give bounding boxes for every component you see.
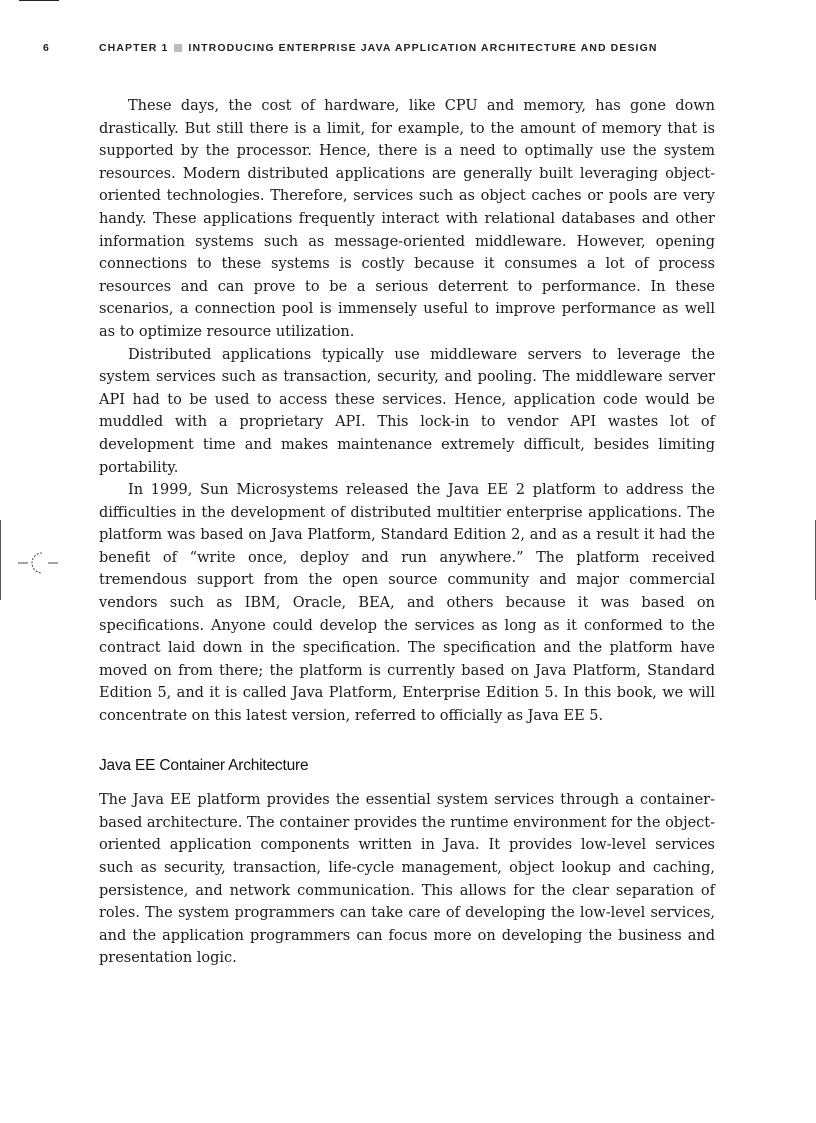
separator-square-icon (174, 44, 182, 52)
chapter-header (99, 42, 658, 54)
paragraph: These days, the cost of hardware, like CPU and memory, has gone down drastically. But still there is a limit, for example, to the amount of memory that is supported by the processor. Hence, there is a need to optimally use the system resources. Modern distributed applications are generally built leveraging object-oriented technologies. Therefore, services such as object caches or pools are very handy. These applications frequently interact with relational databases and other information systems such as message-oriented middleware. However, opening connections to these systems is costly because it consumes a lot of process resources and can prove to be a serious deterrent to performance. In these scenarios, a connection pool is immensely useful to improve performance as well as to optimize resource utilization. (99, 98, 715, 340)
section-paragraph: The Java EE platform provides the essential system services through a container-based architecture. The container provides the runtime environment for the object-oriented application components written in Java. It provides low-level services such as security, transaction, life-cycle management, object lookup and caching, persistence, and network communication. This allows for the clear separation of roles. The system programmers can take care of developing the low-level services, and the application programmers can focus more on developing the business and presentation logic. (99, 792, 715, 967)
running-head (43, 42, 663, 60)
top-crop-rule (19, 0, 59, 1)
paragraph: In 1999, Sun Microsystems released the Java EE 2 platform to address the difficulties in the development of distributed multitier enterprise applications. The platform was based on Java Platform, Standard Edition 2, and as a result it had the benefit of “write once, deploy and run anywhere.” The platform received tremendous support from the open source community and major commercial vendors such as IBM, Oracle, BEA, and others because it was based on specifications. Anyone could develop the services as long as it conformed to the contract laid down in the specification. The specification and the platform have moved on from there; the platform is currently based on Java Platform, Standard Edition 5, and it is called Java Platform, Enterprise Edition 5. In this book, we will concentrate on this latest version, referred to officially as Java EE 5. (99, 482, 715, 725)
registration-mark-icon (18, 550, 58, 576)
chapter-title: INTRODUCING ENTERPRISE JAVA APPLICATION ARCHITECTURE AND DESIGN (188, 42, 658, 54)
section-heading: Java EE Container Architecture (99, 756, 309, 774)
body-text (99, 95, 715, 970)
page-number: 6 (43, 42, 50, 54)
chapter-label: CHAPTER 1 (99, 42, 169, 54)
left-crop-line (0, 520, 1, 600)
paragraph: Distributed applications typically use middleware servers to leverage the system services such as transaction, security, and pooling. The middleware server API had to be used to access these services. Hence, application code would be muddled with a proprietary API. This lock-in to vendor API wastes lot of development time and makes maintenance extremely difficult, besides limiting portability. (99, 346, 715, 476)
